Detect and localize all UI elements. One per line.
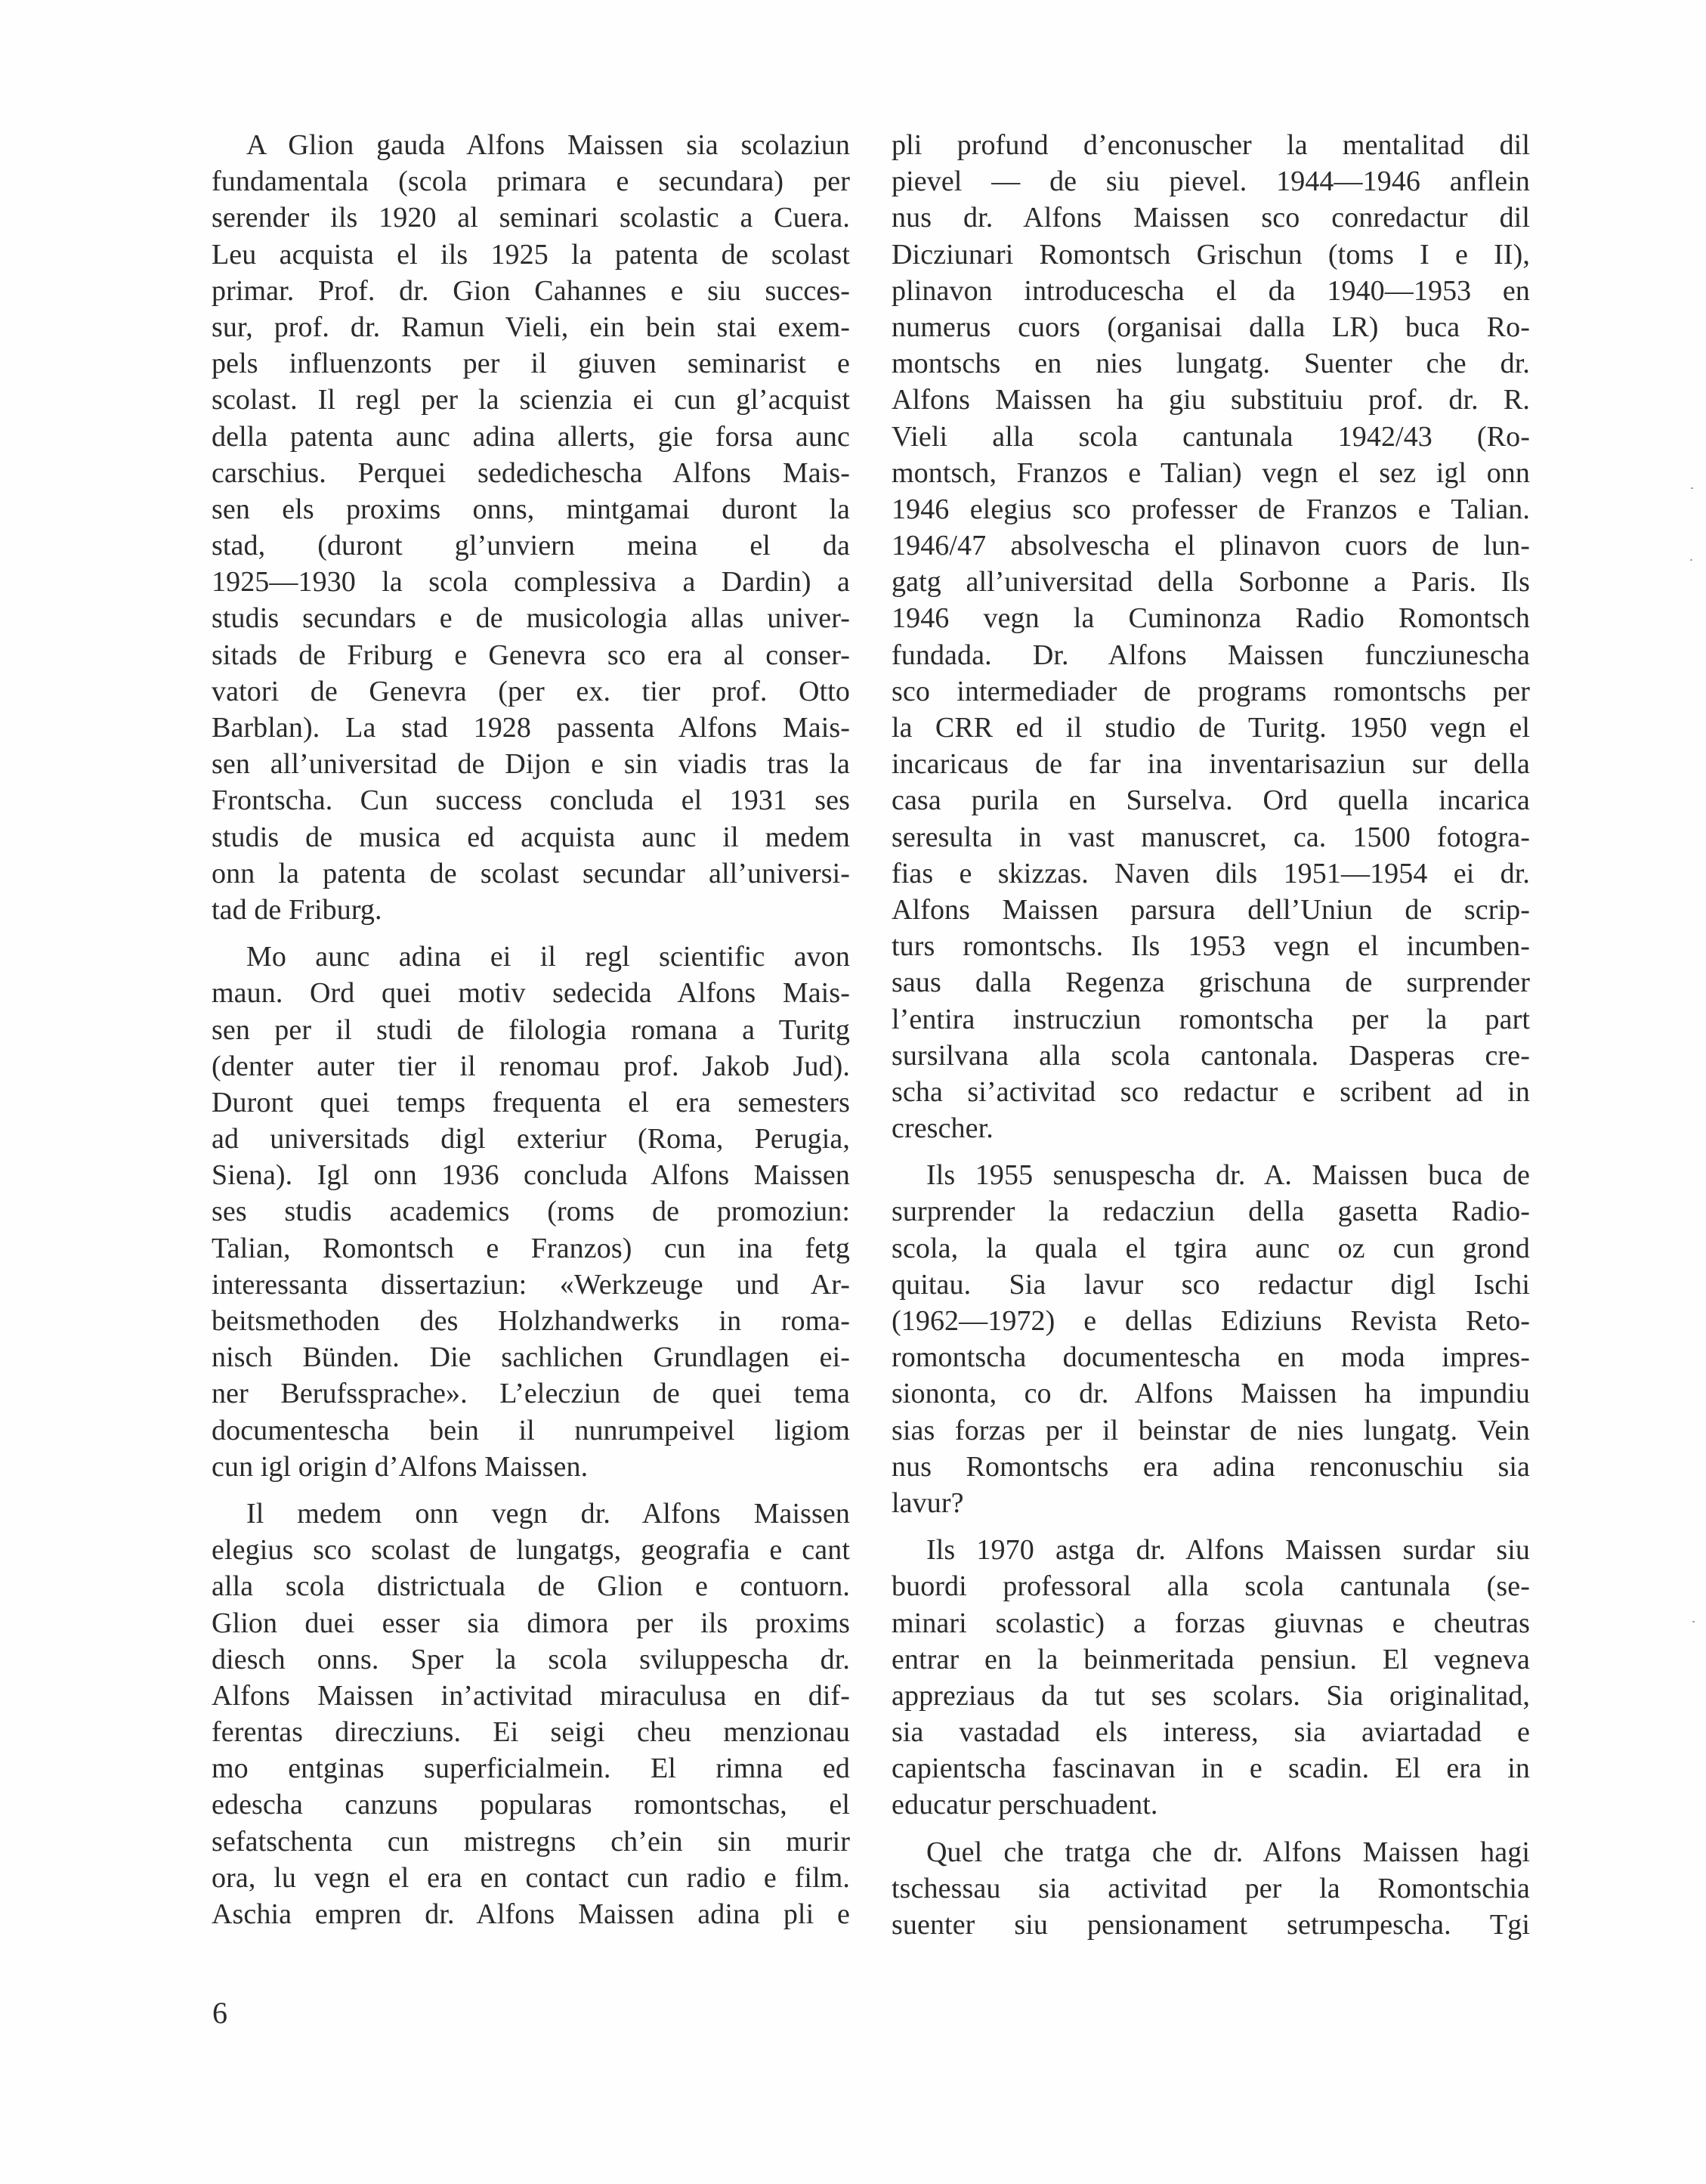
text-line: sefatschenta cun mistregns ch’ein sin murir — [212, 1825, 850, 1858]
text-line: seresulta in vast manuscret, ca. 1500 fotogra- — [892, 821, 1530, 853]
text-line: Siena). Igl onn 1936 concluda Alfons Maissen — [212, 1159, 850, 1192]
text-line: casa purila en Surselva. Ord quella incarica — [892, 784, 1530, 817]
text-line: ad universitads digl exteriur (Roma, Perugia, — [212, 1123, 850, 1155]
text-line: fias e skizzas. Naven dils 1951—1954 ei dr. — [892, 857, 1530, 889]
text-line: 1946 elegius sco professer de Franzos e Talian. — [892, 493, 1530, 525]
text-line: 1925—1930 la scola complessiva a Dardin) a — [212, 566, 850, 599]
text-line: fundamentala (scola primara e secundara) per — [212, 166, 850, 198]
text-line: gatg all’universitad della Sorbonne a Paris. Ils — [892, 566, 1530, 599]
text-line: ner Berufssprache». L’elecziun de quei tema — [212, 1378, 850, 1410]
text-line: diesch onns. Sper la scola sviluppescha dr. — [212, 1643, 850, 1675]
text-line: crescher. — [892, 1112, 994, 1145]
text-line: Frontscha. Cun success concluda el 1931 ses — [212, 784, 850, 817]
text-line: A Glion gauda Alfons Maissen sia scolaziun — [246, 129, 850, 161]
text-line: sen per il studi de filologia romana a Turitg — [212, 1013, 850, 1046]
text-line: suenter siu pensionament setrumpescha. Tgi — [892, 1909, 1530, 1941]
text-line: sen all’universitad de Dijon e sin viadis tras la — [212, 748, 850, 781]
text-line: capientscha fascinavan in e scadin. El era in — [892, 1752, 1530, 1785]
text-line: carschius. Perquei sededichescha Alfons Mais- — [212, 456, 850, 489]
paragraph-gap — [892, 1824, 1530, 1834]
text-line: montsch, Franzos e Talian) vegn el sez igl onn — [892, 456, 1530, 489]
text-line: sias forzas per il beinstar de nies lungatg. Vein — [892, 1414, 1530, 1446]
text-line: edescha canzuns popularas romontschas, el — [212, 1789, 850, 1821]
text-line: turs romontschs. Ils 1953 vegn el incumben- — [892, 930, 1530, 963]
text-line: lavur? — [892, 1486, 964, 1519]
text-line: Quel che tratga che dr. Alfons Maissen hagi — [926, 1836, 1530, 1868]
text-line: sco intermediader de programs romontschs per — [892, 675, 1530, 707]
text-line: l’entira instrucziun romontscha per la part — [892, 1003, 1530, 1035]
text-line: serender ils 1920 al seminari scolastic a Cuera. — [212, 202, 850, 234]
text-line: primar. Prof. dr. Gion Cahannes e siu succes- — [212, 274, 850, 307]
text-line: tschessau sia activitad per la Romontschia — [892, 1872, 1530, 1904]
scan-speck — [1692, 1621, 1695, 1623]
text-line: alla scola districtuala de Glion e contuorn. — [212, 1570, 850, 1603]
text-line: 1946/47 absolvescha el plinavon cuors de lun- — [892, 530, 1530, 562]
text-line: (1962—1972) e dellas Ediziuns Revista Reto- — [892, 1305, 1530, 1337]
text-line: Duront quei temps frequenta el era semesters — [212, 1086, 850, 1118]
text-line: saus dalla Regenza grischuna de surprender — [892, 967, 1530, 999]
text-line: elegius sco scolast de lungatgs, geografia e cant — [212, 1534, 850, 1567]
text-line: Vieli alla scola cantunala 1942/43 (Ro- — [892, 420, 1530, 453]
text-line: Ils 1955 senuspescha dr. A. Maissen buca de — [926, 1159, 1530, 1192]
text-line: (denter auter tier il renomau prof. Jakob Jud). — [212, 1050, 850, 1082]
text-line: ora, lu vegn el era en contact cun radio e film. — [212, 1861, 850, 1894]
scan-speck — [1690, 559, 1692, 561]
paragraph-gap — [892, 1146, 1530, 1157]
text-line: montschs en nies lungatg. Suenter che dr. — [892, 348, 1530, 380]
text-line: maun. Ord quei motiv sedecida Alfons Mais- — [212, 977, 850, 1010]
text-line: minari scolastic) a forzas giuvnas e cheutras — [892, 1607, 1530, 1639]
text-line: tad de Friburg. — [212, 893, 382, 926]
text-line: Leu acquista el ils 1925 la patenta de scolast — [212, 238, 850, 271]
text-line: la CRR ed il studio de Turitg. 1950 vegn el — [892, 712, 1530, 744]
text-line: Glion duei esser sia dimora per ils proxims — [212, 1607, 850, 1639]
text-line: interessanta dissertaziun: «Werkzeuge und Ar- — [212, 1268, 850, 1301]
text-line: cun igl origin d’Alfons Maissen. — [212, 1450, 589, 1483]
paragraph-gap — [212, 1485, 850, 1496]
text-line: Alfons Maissen ha giu substituiu prof. dr. R. — [892, 384, 1530, 416]
scan-speck — [1691, 487, 1693, 489]
text-line: pli profund d’enconuscher la mentalitad dil — [892, 129, 1530, 161]
text-line: sursilvana alla scola cantonala. Dasperas cre- — [892, 1039, 1530, 1072]
text-line: nus Romontschs era adina renconuschiu sia — [892, 1450, 1530, 1483]
text-line: studis secundars e de musicologia allas univer- — [212, 602, 850, 635]
text-line: della patenta aunc adina allerts, gie forsa aunc — [212, 420, 850, 453]
text-line: onn la patenta de scolast secundar all’universi- — [212, 857, 850, 889]
text-line: surprender la redacziun della gasetta Radio- — [892, 1196, 1530, 1228]
text-line: Aschia empren dr. Alfons Maissen adina pli e — [212, 1898, 850, 1930]
paragraph-gap — [212, 928, 850, 939]
text-line: sia vastadad els interess, sia aviartadad e — [892, 1716, 1530, 1749]
text-line: appreziaus da tut ses scolars. Sia originalitad, — [892, 1679, 1530, 1712]
text-line: scola, la quala el tgira aunc oz cun grond — [892, 1232, 1530, 1264]
text-line: pels influenzonts per il giuven seminarist e — [212, 348, 850, 380]
text-line: Talian, Romontsch e Franzos) cun ina fetg — [212, 1232, 850, 1264]
text-line: documentescha bein il nunrumpeivel ligiom — [212, 1414, 850, 1446]
text-line: Alfons Maissen parsura dell’Uniun de scrip- — [892, 893, 1530, 926]
text-line: numerus cuors (organisai dalla LR) buca Ro- — [892, 311, 1530, 343]
text-line: educatur perschuadent. — [892, 1789, 1158, 1821]
text-line: ses studis academics (roms de promoziun: — [212, 1196, 850, 1228]
text-line: 1946 vegn la Cuminonza Radio Romontsch — [892, 602, 1530, 635]
text-line: Il medem onn vegn dr. Alfons Maissen — [246, 1497, 850, 1530]
text-line: ferentas direcziuns. Ei seigi cheu menzionau — [212, 1716, 850, 1749]
text-line: Dicziunari Romontsch Grischun (toms I e II), — [892, 238, 1530, 271]
text-line: nisch Bünden. Die sachlichen Grundlagen ei- — [212, 1341, 850, 1374]
text-line: plinavon introducescha el da 1940—1953 en — [892, 274, 1530, 307]
page-number: 6 — [212, 1996, 227, 2030]
text-line: entrar en la beinmeritada pensiun. El vegneva — [892, 1643, 1530, 1675]
text-line: studis de musica ed acquista aunc il medem — [212, 821, 850, 853]
text-line: buordi professoral alla scola cantunala (se- — [892, 1570, 1530, 1603]
text-line: incaricaus de far ina inventarisaziun sur della — [892, 748, 1530, 781]
text-line: Barblan). La stad 1928 passenta Alfons Mais- — [212, 712, 850, 744]
text-line: pievel — de siu pievel. 1944—1946 anflein — [892, 166, 1530, 198]
paragraph-gap — [892, 1521, 1530, 1532]
text-line: vatori de Genevra (per ex. tier prof. Otto — [212, 675, 850, 707]
text-line: Alfons Maissen in’activitad miraculusa en dif- — [212, 1679, 850, 1712]
text-line: sen els proxims onns, mintgamai duront la — [212, 493, 850, 525]
text-line: quitau. Sia lavur sco redactur digl Ischi — [892, 1268, 1530, 1301]
text-line: siononta, co dr. Alfons Maissen ha impundiu — [892, 1378, 1530, 1410]
text-line: stad, (duront gl’unviern meina el da — [212, 530, 850, 562]
text-line: scha si’activitad sco redactur e scribent ad in — [892, 1075, 1530, 1108]
text-line: mo entginas superficialmein. El rimna ed — [212, 1752, 850, 1785]
text-line: beitsmethoden des Holzhandwerks in roma- — [212, 1305, 850, 1337]
text-line: Ils 1970 astga dr. Alfons Maissen surdar siu — [926, 1534, 1530, 1567]
text-line: sur, prof. dr. Ramun Vieli, ein bein stai exem- — [212, 311, 850, 343]
left-column — [212, 127, 850, 1932]
text-line: fundada. Dr. Alfons Maissen funcziunescha — [892, 639, 1530, 671]
text-line: Mo aunc adina ei il regl scientific avon — [246, 941, 850, 973]
text-line: romontscha documentescha en moda impres- — [892, 1341, 1530, 1374]
right-column — [892, 127, 1530, 1943]
text-line: nus dr. Alfons Maissen sco conredactur dil — [892, 202, 1530, 234]
text-line: sitads de Friburg e Genevra sco era al conser- — [212, 639, 850, 671]
text-line: scolast. Il regl per la scienzia ei cun gl’acquist — [212, 384, 850, 416]
